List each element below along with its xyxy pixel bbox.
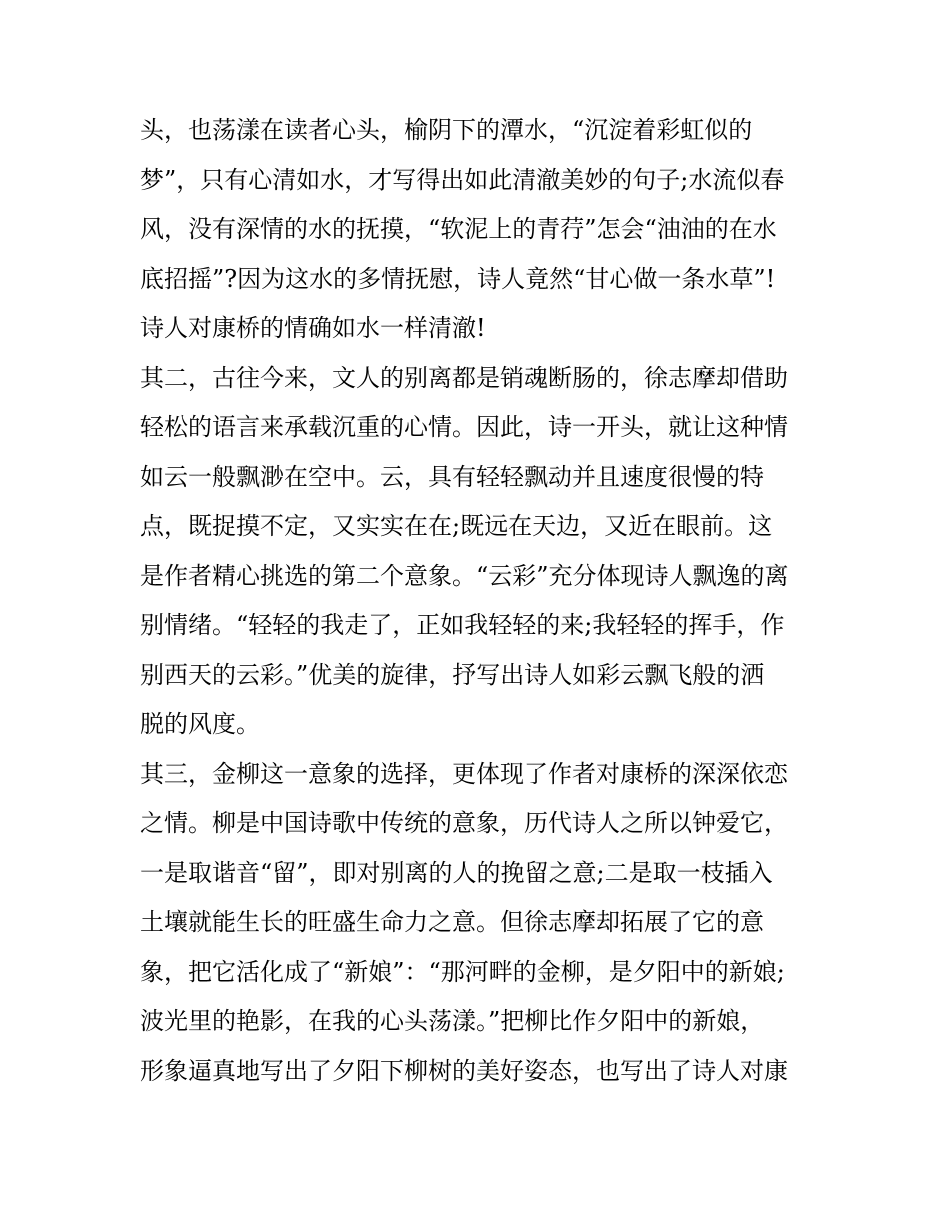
text-line: 别西天的云彩。”优美的旋律，抒写出诗人如彩云飘飞般的洒	[140, 660, 765, 689]
text-line: 风，没有深情的水的抚摸，“软泥上的青荇”怎会“油油的在水	[140, 215, 777, 243]
text-line: 其三，金柳这一意象的选择，更体现了作者对康桥的深深依恋	[140, 759, 788, 788]
body-text	[140, 106, 820, 1096]
text-line: 梦”，只有心清如水，才写得出如此清澈美妙的句子;水流似春	[140, 165, 785, 194]
text-line: 土壤就能生长的旺盛生命力之意。但徐志摩却拓展了它的意	[140, 908, 764, 936]
text-line: 形象逼真地写出了夕阳下柳树的美好姿态，也写出了诗人对康	[140, 1056, 788, 1085]
text-line: 波光里的艳影，在我的心头荡漾。”把柳比作夕阳中的新娘，	[140, 1007, 765, 1035]
text-line: 底招摇”?因为这水的多情抚慰，诗人竟然“甘心做一条水草”!	[140, 264, 776, 293]
text-line: 诗人对康桥的情确如水一样清澈!	[140, 314, 486, 342]
text-line: 轻松的语言来承载沉重的心情。因此，诗一开头，就让这种情	[140, 413, 788, 441]
text-line: 其二，古往今来，文人的别离都是销魂断肠的，徐志摩却借助	[140, 363, 788, 392]
text-line: 是作者精心挑选的第二个意象。“云彩”充分体现诗人飘逸的离	[140, 561, 789, 590]
text-line: 象，把它活化成了“新娘”：“那河畔的金柳，是夕阳中的新娘;	[140, 957, 785, 986]
text-line: 之情。柳是中国诗歌中传统的意象，历代诗人之所以钟爱它，	[140, 809, 788, 837]
text-line: 别情绪。“轻轻的我走了，正如我轻轻的来;我轻轻的挥手，作	[140, 611, 785, 639]
text-line: 点，既捉摸不定，又实实在在;既远在天边，又近在眼前。这	[140, 512, 773, 540]
text-line: 一是取谐音“留”，即对别离的人的挽留之意;二是取一枝插入	[140, 858, 773, 887]
text-line: 头，也荡漾在读者心头，榆阴下的潭水，“沉淀着彩虹似的	[140, 116, 753, 144]
text-line: 如云一般飘渺在空中。云，具有轻轻飘动并且速度很慢的特	[140, 462, 764, 491]
text-line: 脱的风度。	[140, 710, 260, 738]
